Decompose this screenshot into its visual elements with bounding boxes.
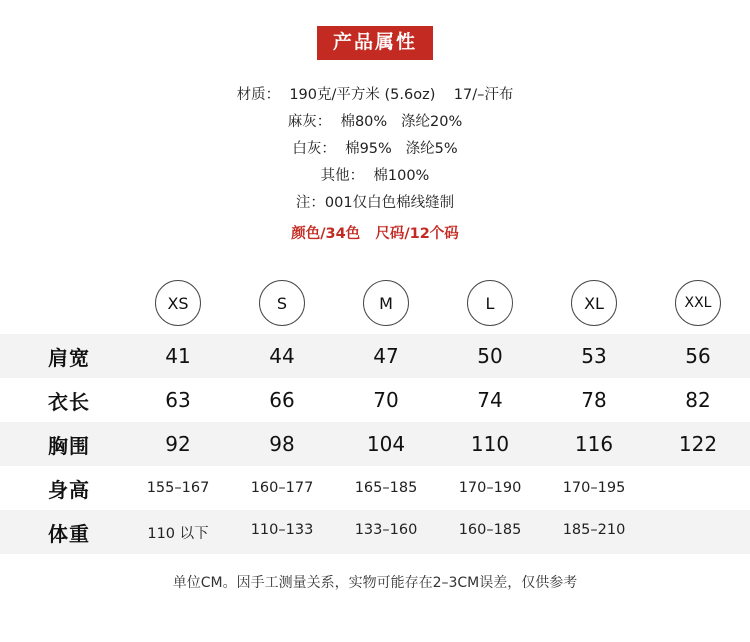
size-header-cells <box>126 280 750 326</box>
table-cell: 82 <box>685 388 711 412</box>
table-cell: 47 <box>373 344 399 368</box>
size-badge-l: L <box>467 280 513 326</box>
row-cells <box>126 432 750 456</box>
table-row <box>0 422 750 466</box>
size-header-cell <box>334 280 438 326</box>
table-cell: 185–210 <box>562 521 626 538</box>
measurement-disclaimer: 单位CM。因手工测量关系，实物可能存在2–3CM误差，仅供参考 <box>172 575 578 591</box>
row-label-length: 衣长 <box>48 389 90 414</box>
table-cell: 41 <box>165 344 191 368</box>
table-row <box>0 334 750 378</box>
size-table-header-row <box>0 272 750 334</box>
table-cell <box>646 480 750 496</box>
table-cell: 74 <box>477 388 503 412</box>
size-header-cell <box>646 280 750 326</box>
table-cell: 53 <box>581 344 607 368</box>
table-cell: 160–185 <box>458 521 522 538</box>
table-cell <box>646 522 750 543</box>
spec-line-material: 材质： 190克/平方米 (5.6oz) 17/–汗布 <box>236 87 514 103</box>
table-cell: 66 <box>269 388 295 412</box>
row-cells <box>126 522 750 543</box>
size-badge-s: S <box>259 280 305 326</box>
table-cell: 78 <box>581 388 607 412</box>
specs-list <box>0 82 750 248</box>
size-header-cell <box>126 280 230 326</box>
table-row <box>0 378 750 422</box>
table-cell: 116 <box>574 432 614 456</box>
row-label-shoulder: 肩宽 <box>48 345 90 370</box>
spec-line-other: 其他： 棉100% <box>320 168 430 184</box>
row-label-height: 身高 <box>48 477 90 502</box>
table-cell: 110 <box>470 432 510 456</box>
table-cell: 92 <box>165 432 191 456</box>
size-header-cell <box>230 280 334 326</box>
size-badge-xxl: XXL <box>675 280 721 326</box>
table-cell: 170–190 <box>458 480 522 496</box>
size-badge-xs: XS <box>155 280 201 326</box>
row-label-weight: 体重 <box>48 521 90 546</box>
row-cells <box>126 480 750 496</box>
spec-line-heather-grey: 麻灰： 棉80% 涤纶20% <box>287 114 463 130</box>
spec-line-white-grey: 白灰： 棉95% 涤纶5% <box>292 141 458 157</box>
table-cell: 104 <box>366 432 406 456</box>
table-cell: 155–167 <box>146 480 210 496</box>
table-cell: 70 <box>373 388 399 412</box>
table-cell: 44 <box>269 344 295 368</box>
table-cell: 110–133 <box>250 521 314 538</box>
size-badge-xl: XL <box>571 280 617 326</box>
spec-line-note: 注：001仅白色棉线缝制 <box>295 195 455 211</box>
table-cell: 110 以下 <box>147 525 209 542</box>
size-header-cell <box>438 280 542 326</box>
row-cells <box>126 388 750 412</box>
title-section <box>0 0 750 60</box>
size-header-cell <box>542 280 646 326</box>
size-badge-m: M <box>363 280 409 326</box>
table-row <box>0 466 750 510</box>
table-cell: 133–160 <box>354 521 418 538</box>
table-cell: 170–195 <box>562 480 626 496</box>
row-cells <box>126 344 750 368</box>
table-cell: 98 <box>269 432 295 456</box>
table-cell: 165–185 <box>354 480 418 496</box>
table-row <box>0 510 750 554</box>
spec-line-color-size-count: 颜色/34色 尺码/12个码 <box>291 226 459 242</box>
size-table <box>0 272 750 554</box>
page-title: 产品属性 <box>317 26 433 60</box>
table-cell: 160–177 <box>250 480 314 496</box>
table-cell: 56 <box>685 344 711 368</box>
row-label-chest: 胸围 <box>48 433 90 458</box>
table-cell: 63 <box>165 388 191 412</box>
table-cell: 122 <box>678 432 718 456</box>
table-cell: 50 <box>477 344 503 368</box>
